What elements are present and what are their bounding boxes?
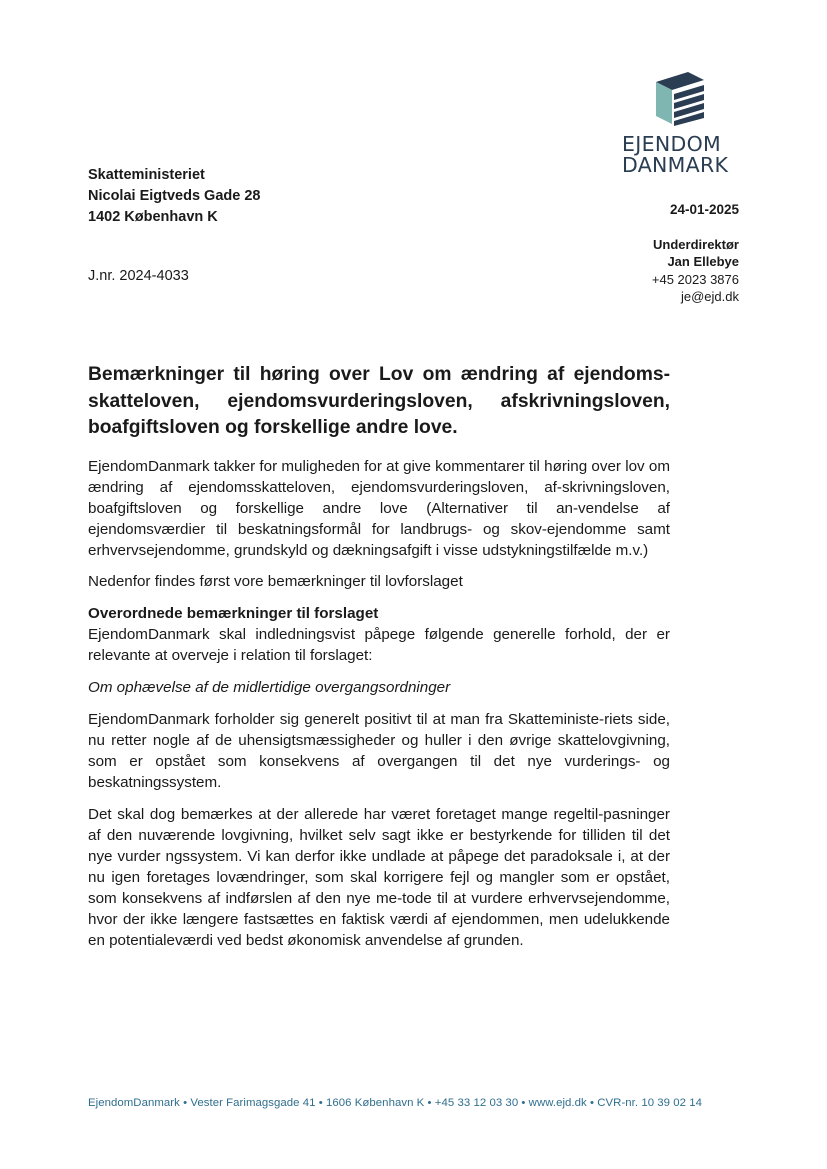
lead-paragraph: Nedenfor findes først vore bemærkninger til lovforslaget xyxy=(88,572,463,590)
recipient-address xyxy=(88,165,260,228)
contact-email[interactable]: je@ejd.dk xyxy=(680,288,739,304)
contact-name: Jan Ellebye xyxy=(667,254,739,270)
section-intro-paragraph: EjendomDanmark skal indledningsvist påpege følgende generelle forhold, der er relevante at overveje i relation til forslaget: xyxy=(88,625,670,664)
body-paragraph-1: EjendomDanmark forholder sig generelt positivt til at man fra Skatteministe-riets side, nu retter nogle af de uhensigtsmæssigheder og huller i den øvrige skattelovgivning, som er opstået som konsekvens af overgangen til det nye vurderings- og beskatningssystem. xyxy=(88,710,670,791)
subsection-heading: Om ophævelse af de midlertidige overgangsordninger xyxy=(88,678,451,696)
letter-heading: Bemærkninger til høring over Lov om ændring af ejendoms-skatteloven, ejendomsvurderingsloven, afskrivningsloven, boafgiftsloven og forskellige andre love. xyxy=(88,364,670,438)
building-stack-icon xyxy=(654,72,706,126)
ejendomdanmark-logo xyxy=(622,72,740,176)
body-paragraph-2: Det skal dog bemærkes at der allerede har været foretaget mange regeltil-pasninger af den nuværende lovgivning, hvilket selv sagt ikke er bestyrkende for tilliden til det nye vurder ngssystem. Vi kan derfor ikke undlade at påpege det paradoksale i, at der nu igen foretages lovændringer, som skal korrigere fejl og mangler som er opstået, som konsekvens af indførslen af den nye me-tode til at vurdere erhvervsejendomme, hvor der ikke længere fastsættes en faktisk værdi af ejendommen, men udelukkende en potentialeværdi ved bedst økonomisk anvendelse af grunden. xyxy=(88,805,670,949)
recipient-city: 1402 København K xyxy=(88,209,218,225)
contact-title: Underdirektør xyxy=(653,237,739,252)
letter-body xyxy=(88,362,670,951)
recipient-name: Skatteministeriet xyxy=(88,167,205,183)
logo-wordmark: EJENDOM DANMARK xyxy=(622,132,729,177)
contact-phone: +45 2023 3876 xyxy=(651,271,739,287)
journal-number: J.nr. 2024-4033 xyxy=(88,268,189,284)
intro-paragraph: EjendomDanmark takker for muligheden for at give kommentarer til høring over lov om ændring af ejendomsskatteloven, ejendomsvurderingsloven, af-skrivningsloven, boafgiftsloven og forskellige andre love (Alternativer til an-vendelse af ejendomsværdier til beskatningsformål for landbrugs- og skov-ejendomme samt erhvervsejendomme, grundskyld og dækningsafgift i visse udstykningstilfælde m.v.) xyxy=(88,457,670,559)
page-footer: EjendomDanmark • Vester Farimagsgade 41 • 1606 København K • +45 33 12 03 30 • www.ejd.dk • CVR-nr. 10 39 02 14 xyxy=(88,1097,703,1109)
contact-block xyxy=(652,236,739,305)
section-heading: Overordnede bemærkninger til forslaget xyxy=(88,604,379,622)
letter-date: 24-01-2025 xyxy=(669,202,739,217)
recipient-street: Nicolai Eigtveds Gade 28 xyxy=(88,188,261,204)
